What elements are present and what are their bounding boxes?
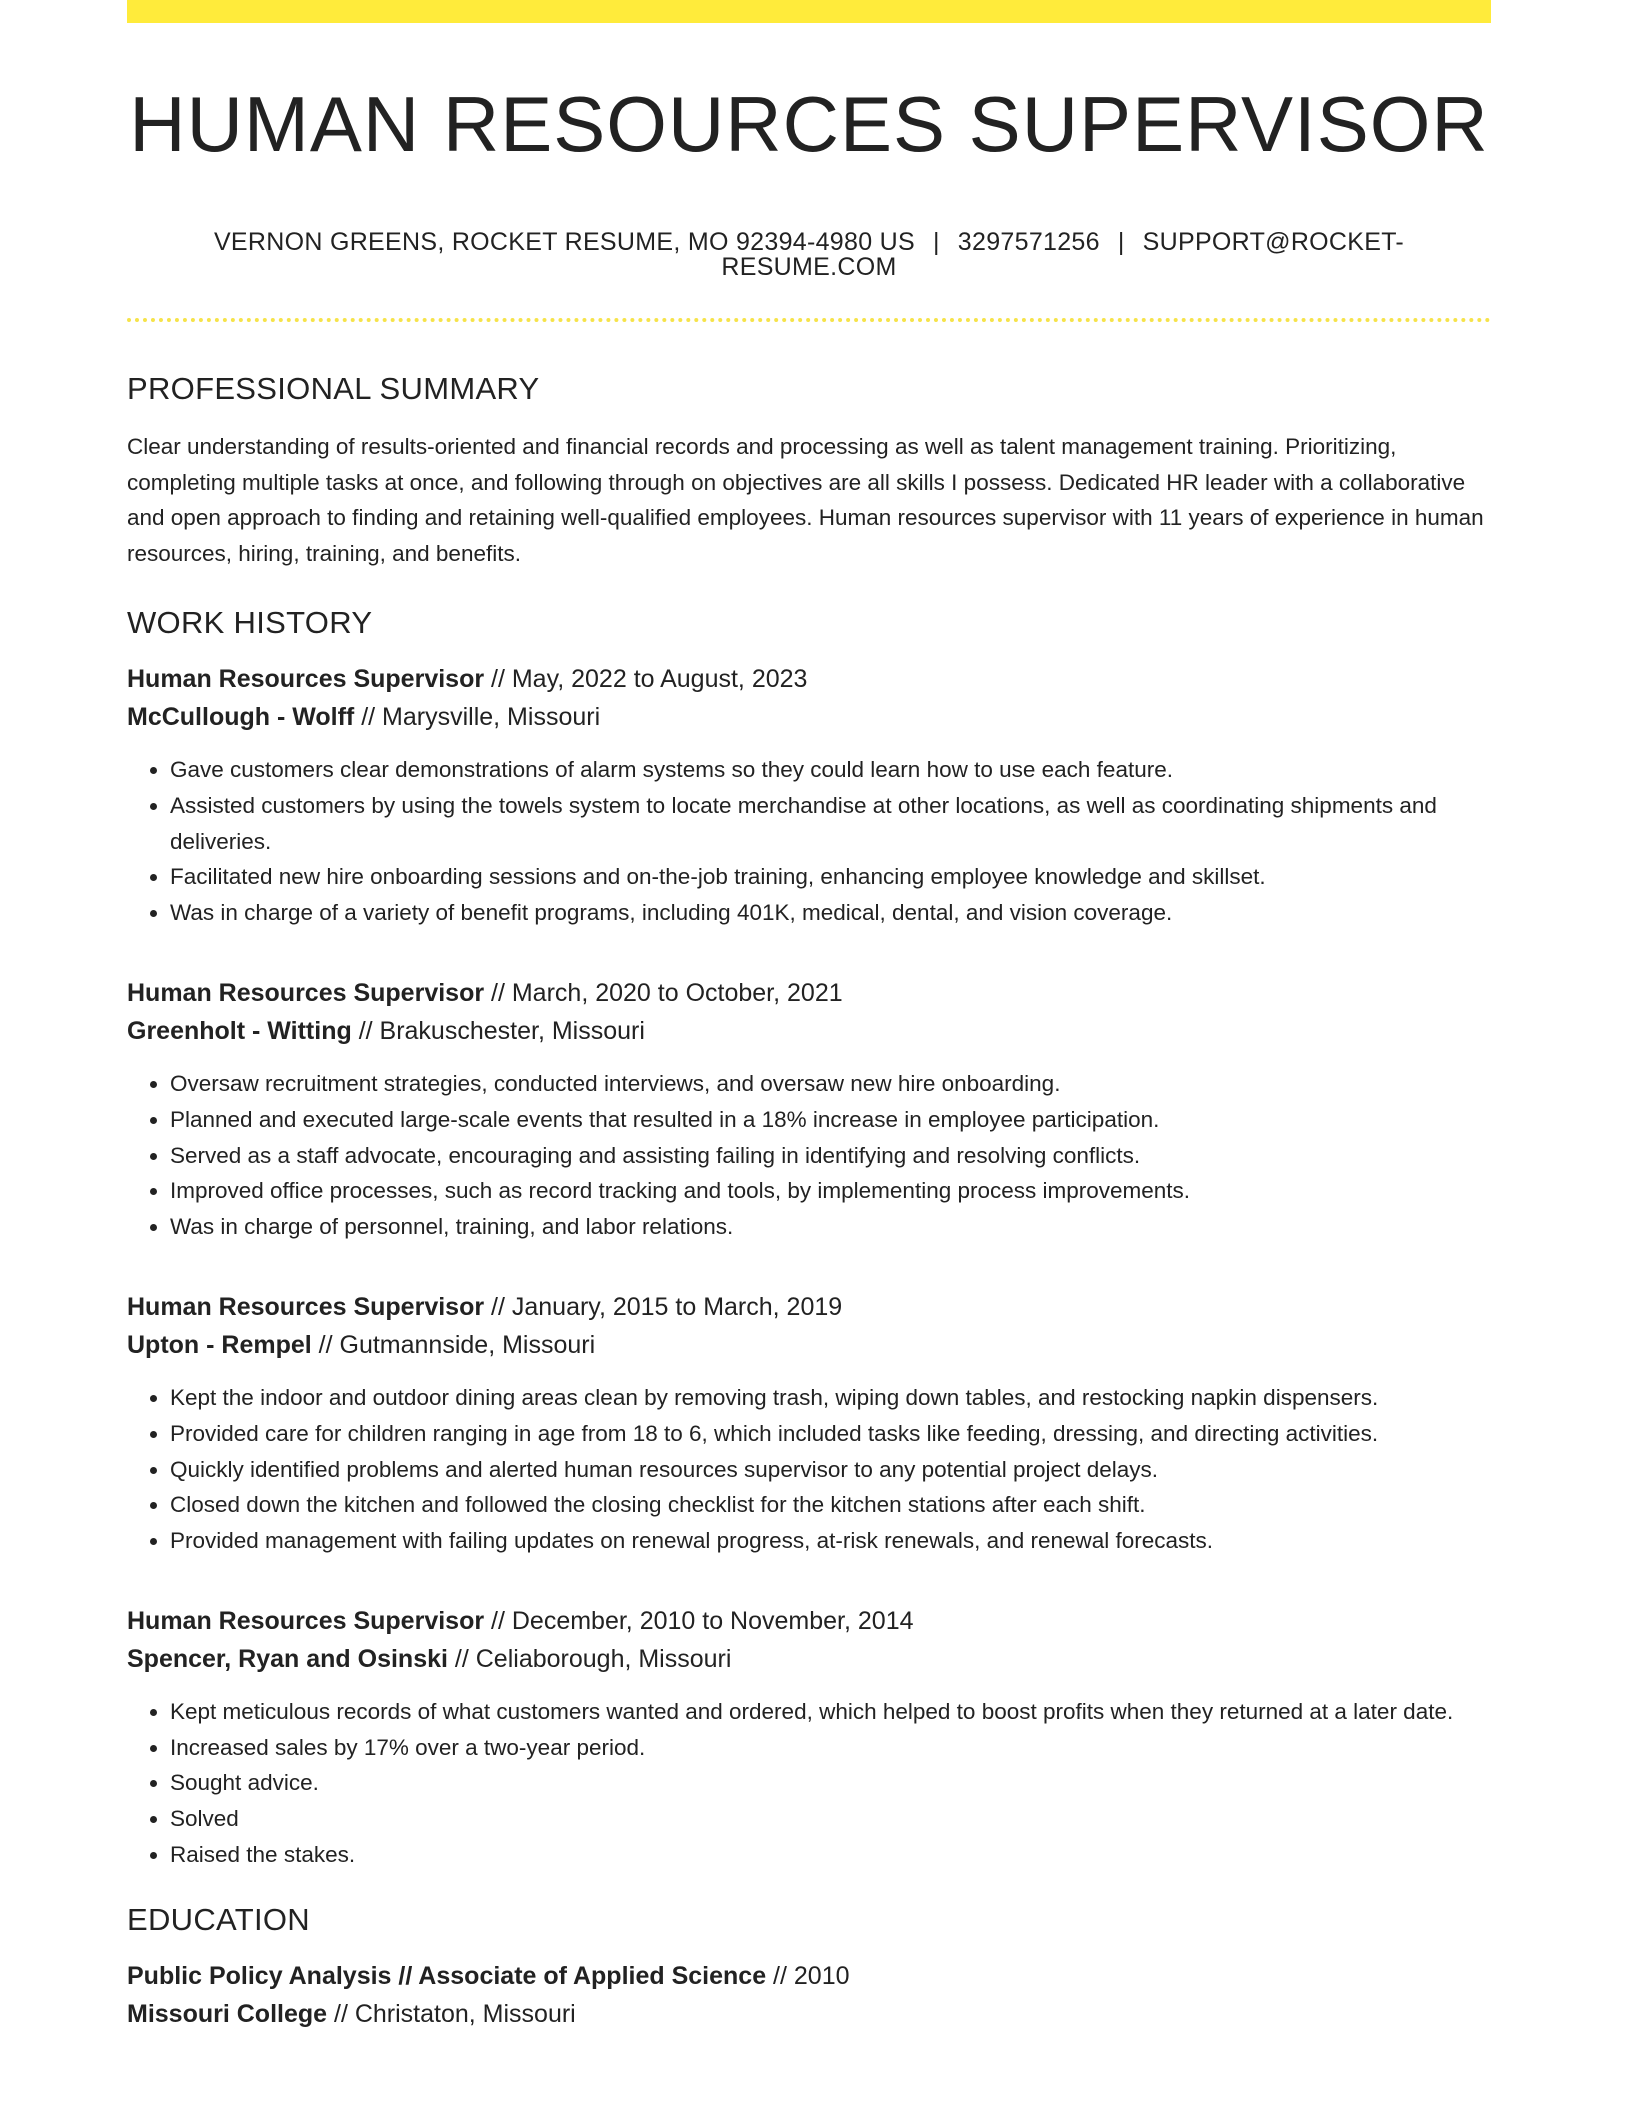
job-bullet: • Planned and executed large-scale events that resulted in a 18% increase in employee participation.	[170, 1102, 1491, 1138]
job-bullet: • Raised the stakes.	[170, 1837, 1491, 1873]
resume-name: HUMAN RESOURCES SUPERVISOR	[129, 80, 1489, 168]
job-bullets	[127, 1694, 1491, 1872]
job-bullets	[127, 752, 1491, 930]
job-location: // Celiaborough, Missouri	[447, 1645, 732, 1674]
job-company-line	[127, 1326, 1491, 1364]
work-history-list	[127, 660, 1491, 1872]
job-bullet: • Sought advice.	[170, 1765, 1491, 1801]
job-bullet: • Closed down the kitchen and followed the closing checklist for the kitchen stations after each shift.	[170, 1487, 1491, 1523]
job-entry	[127, 1602, 1491, 1872]
job-company: McCullough - Wolff	[127, 703, 355, 732]
contact-separator: |	[1117, 228, 1125, 256]
job-bullet: • Increased sales by 17% over a two-year period.	[170, 1730, 1491, 1766]
resume-page	[127, 0, 1491, 2033]
job-bullet: • Assisted customers by using the towels system to locate merchandise at other locations, as well as coordinating shipments and deliveries.	[170, 788, 1491, 859]
work-history-heading: WORK HISTORY	[127, 605, 373, 641]
contact-separator: |	[933, 228, 940, 256]
job-company-line	[127, 1012, 1491, 1050]
job-dates: // March, 2020 to October, 2021	[484, 979, 843, 1008]
job-company-line	[127, 698, 1491, 736]
job-bullet: • Served as a staff advocate, encouraging and assisting failing in identifying and resolving conflicts.	[170, 1138, 1491, 1174]
job-bullets	[127, 1066, 1491, 1244]
job-company: Greenholt - Witting	[127, 1017, 352, 1046]
education-school-line	[127, 1995, 1491, 2033]
job-bullet: • Provided care for children ranging in age from 18 to 6, which included tasks like feeding, dressing, and directing activities.	[170, 1416, 1491, 1452]
job-bullet: • Kept meticulous records of what customers wanted and ordered, which helped to boost profits when they returned at a later date.	[170, 1694, 1491, 1730]
contact-email: SUPPORT@ROCKET-RESUME.COM	[721, 228, 1405, 281]
job-dates: // January, 2015 to March, 2019	[484, 1293, 843, 1322]
job-company: Upton - Rempel	[127, 1331, 312, 1360]
job-title: Human Resources Supervisor	[127, 665, 485, 694]
job-title-line	[127, 974, 1491, 1012]
job-bullet: • Solved	[170, 1801, 1491, 1837]
contact-line	[127, 230, 1491, 280]
education-degree-line	[127, 1957, 1491, 1995]
job-location: // Gutmannside, Missouri	[311, 1331, 596, 1360]
job-entry	[127, 974, 1491, 1244]
job-title-line	[127, 1602, 1491, 1640]
job-dates: // May, 2022 to August, 2023	[484, 665, 808, 694]
job-bullet: • Quickly identified problems and alerted human resources supervisor to any potential project delays.	[170, 1452, 1491, 1488]
contact-phone: 3297571256	[957, 228, 1100, 256]
dotted-divider	[127, 318, 1491, 322]
job-entry	[127, 660, 1491, 930]
job-title-line	[127, 660, 1491, 698]
education-heading: EDUCATION	[127, 1902, 310, 1938]
job-title: Human Resources Supervisor	[127, 1607, 485, 1636]
education-school: Missouri College	[127, 2000, 328, 2029]
summary-text: Clear understanding of results-oriented and financial records and processing as well as talent management training. Prioritizing, completing multiple tasks at once, and following through on objectives are all skills I possess. Dedicated HR leader with a collaborative and open approach to finding and retaining well-qualified employees. Human resources supervisor with 11 years of experience in human resources, hiring, training, and benefits.	[127, 434, 1484, 566]
contact-address: VERNON GREENS, ROCKET RESUME, MO 92394-4980 US	[213, 228, 915, 256]
summary-heading: PROFESSIONAL SUMMARY	[127, 371, 540, 406]
job-bullet: • Gave customers clear demonstrations of alarm systems so they could learn how to use each feature.	[170, 752, 1491, 788]
education-degree: Public Policy Analysis // Associate of Applied Science	[127, 1962, 767, 1991]
education-year: // 2010	[766, 1962, 850, 1991]
job-company-line	[127, 1640, 1491, 1678]
job-title: Human Resources Supervisor	[127, 979, 485, 1008]
job-dates: // December, 2010 to November, 2014	[484, 1607, 914, 1636]
job-bullet: • Facilitated new hire onboarding sessions and on-the-job training, enhancing employee knowledge and skillset.	[170, 859, 1491, 895]
job-bullet: • Improved office processes, such as record tracking and tools, by implementing process improvements.	[170, 1173, 1491, 1209]
job-bullet: • Kept the indoor and outdoor dining areas clean by removing trash, wiping down tables, and restocking napkin dispensers.	[170, 1380, 1491, 1416]
job-bullet: • Provided management with failing updates on renewal progress, at-risk renewals, and renewal forecasts.	[170, 1523, 1491, 1559]
job-location: // Marysville, Missouri	[354, 703, 601, 732]
job-bullet: • Was in charge of personnel, training, and labor relations.	[170, 1209, 1491, 1245]
job-bullet: • Oversaw recruitment strategies, conducted interviews, and oversaw new hire onboarding.	[170, 1066, 1491, 1102]
job-location: // Brakuschester, Missouri	[351, 1017, 645, 1046]
job-entry	[127, 1288, 1491, 1558]
job-company: Spencer, Ryan and Osinski	[127, 1645, 448, 1674]
job-bullets	[127, 1380, 1491, 1558]
job-bullet: • Was in charge of a variety of benefit programs, including 401K, medical, dental, and vision coverage.	[170, 895, 1491, 931]
job-title: Human Resources Supervisor	[127, 1293, 485, 1322]
job-title-line	[127, 1288, 1491, 1326]
accent-bar	[127, 0, 1491, 23]
education-location: // Christaton, Missouri	[327, 2000, 576, 2029]
